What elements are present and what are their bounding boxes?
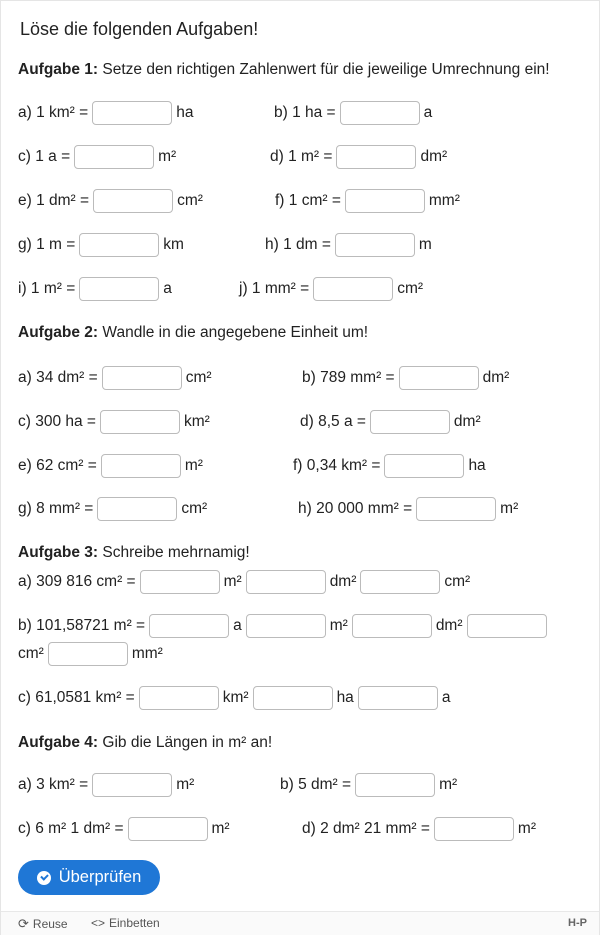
- code-icon: <>: [91, 916, 106, 930]
- t4-item: c) 6 m² 1 dm² = m²: [18, 816, 230, 842]
- t2-item: g) 8 mm² = cm²: [18, 496, 207, 522]
- t2-item: d) 8,5 a = dm²: [300, 409, 481, 435]
- answer-input[interactable]: [384, 454, 464, 478]
- t1-item: c) 1 a = m²: [18, 144, 176, 170]
- t2-item: c) 300 ha = km²: [18, 409, 210, 435]
- answer-input[interactable]: [100, 410, 180, 434]
- answer-input[interactable]: [246, 570, 326, 594]
- check-button[interactable]: Überprüfen: [18, 860, 160, 895]
- t4-item: b) 5 dm² = m²: [280, 772, 457, 798]
- answer-input[interactable]: [102, 366, 182, 390]
- t1-item: j) 1 mm² = cm²: [239, 276, 423, 302]
- answer-input[interactable]: [370, 410, 450, 434]
- answer-input[interactable]: [101, 454, 181, 478]
- page-title: Löse die folgenden Aufgaben!: [20, 19, 259, 39]
- answer-input[interactable]: [467, 614, 547, 638]
- answer-input[interactable]: [335, 233, 415, 257]
- answer-input[interactable]: [79, 233, 159, 257]
- answer-input[interactable]: [92, 101, 172, 125]
- answer-input[interactable]: [313, 277, 393, 301]
- answer-input[interactable]: [128, 817, 208, 841]
- t1-item: a) 1 km² = ha: [18, 100, 193, 126]
- task3-b: b) 101,58721 m² = a m² dm²: [18, 613, 551, 639]
- answer-input[interactable]: [355, 773, 435, 797]
- embed-button[interactable]: <> Einbetten: [91, 916, 160, 930]
- answer-input[interactable]: [48, 642, 128, 666]
- t1-item: b) 1 ha = a: [274, 100, 432, 126]
- answer-input[interactable]: [92, 773, 172, 797]
- answer-input[interactable]: [336, 145, 416, 169]
- reuse-button[interactable]: ⟳ Reuse: [18, 916, 68, 931]
- t1-item: e) 1 dm² = cm²: [18, 188, 203, 214]
- answer-input[interactable]: [360, 570, 440, 594]
- t2-item: e) 62 cm² = m²: [18, 453, 203, 479]
- task-3-heading: Aufgabe 3: Schreibe mehrnamig!: [18, 544, 250, 561]
- task-4-heading: Aufgabe 4: Gib die Längen in m² an!: [18, 734, 273, 751]
- task-1-heading: Aufgabe 1: Setze den richtigen Zahlenwert für die jeweilige Umrechnung ein!: [18, 61, 550, 78]
- t2-item: b) 789 mm² = dm²: [302, 365, 509, 391]
- t2-item: f) 0,34 km² = ha: [293, 453, 486, 479]
- t1-item: d) 1 m² = dm²: [270, 144, 447, 170]
- task3-c: c) 61,0581 km² = km² ha a: [18, 685, 450, 711]
- task3-b-cont: cm² mm²: [18, 641, 163, 667]
- answer-input[interactable]: [74, 145, 154, 169]
- t1-item: g) 1 m = km: [18, 232, 184, 258]
- t2-item: h) 20 000 mm² = m²: [298, 496, 518, 522]
- answer-input[interactable]: [97, 497, 177, 521]
- answer-input[interactable]: [352, 614, 432, 638]
- answer-input[interactable]: [93, 189, 173, 213]
- answer-input[interactable]: [253, 686, 333, 710]
- answer-input[interactable]: [345, 189, 425, 213]
- footer-bar: [1, 911, 599, 935]
- answer-input[interactable]: [79, 277, 159, 301]
- answer-input[interactable]: [340, 101, 420, 125]
- t1-item: h) 1 dm = m: [265, 232, 432, 258]
- answer-input[interactable]: [149, 614, 229, 638]
- task3-a: a) 309 816 cm² = m² dm² cm²: [18, 569, 470, 595]
- task-2-heading: Aufgabe 2: Wandle in die angegebene Einheit um!: [18, 324, 369, 341]
- t1-item: f) 1 cm² = mm²: [275, 188, 460, 214]
- check-circle-icon: [37, 871, 51, 885]
- t1-item: i) 1 m² = a: [18, 276, 172, 302]
- answer-input[interactable]: [416, 497, 496, 521]
- h5p-logo[interactable]: H-P: [568, 917, 587, 929]
- t4-item: a) 3 km² = m²: [18, 772, 194, 798]
- answer-input[interactable]: [358, 686, 438, 710]
- answer-input[interactable]: [399, 366, 479, 390]
- t4-item: d) 2 dm² 21 mm² = m²: [302, 816, 536, 842]
- answer-input[interactable]: [434, 817, 514, 841]
- refresh-icon: ⟳: [18, 916, 29, 931]
- answer-input[interactable]: [140, 570, 220, 594]
- answer-input[interactable]: [139, 686, 219, 710]
- t2-item: a) 34 dm² = cm²: [18, 365, 212, 391]
- answer-input[interactable]: [246, 614, 326, 638]
